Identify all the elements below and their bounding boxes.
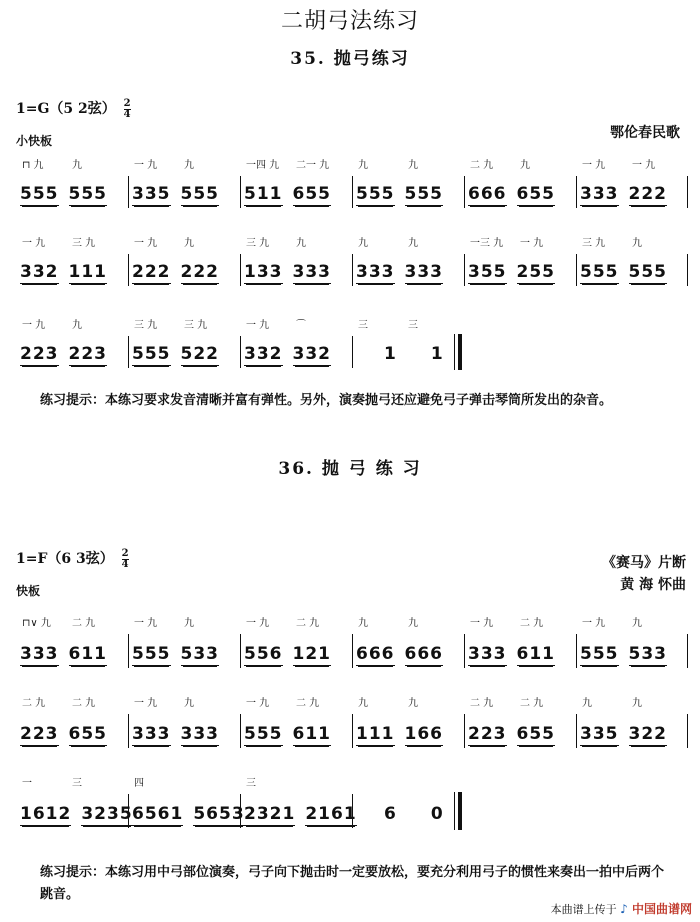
tip-label: 练习提示： [40, 865, 106, 880]
fingering-mark: 三 [246, 778, 256, 789]
note-group: 555 [132, 344, 171, 364]
measure [240, 230, 352, 288]
fingering-mark: 九 [72, 320, 82, 331]
note-group: 6 [384, 804, 397, 824]
fingering-mark: 九 [184, 238, 194, 249]
footer-upload-text: 本曲谱上传于 [550, 903, 617, 916]
measure [240, 312, 352, 370]
ex35-row-3 [16, 312, 688, 370]
final-bar-thin [454, 792, 455, 830]
note-group: 533 [628, 644, 667, 664]
note-group: 255 [516, 262, 555, 282]
note-group: 666 [356, 644, 395, 664]
fingering-mark: 九 [358, 698, 368, 709]
note-group: 333 [404, 262, 443, 282]
fingering-mark: 一 九 [582, 160, 606, 171]
measure [576, 610, 688, 670]
time-signature [124, 99, 131, 120]
page-title: 二胡弓法练习 [280, 9, 419, 34]
ex36-row-3 [16, 770, 688, 830]
measure [16, 610, 128, 670]
fingering-mark: 一 九 [134, 160, 158, 171]
measure [464, 690, 576, 750]
fingering-mark: 九 [358, 618, 368, 629]
measure [128, 152, 240, 210]
measure [464, 610, 576, 670]
note-group: 332 [292, 344, 331, 364]
note-group: 655 [516, 184, 555, 204]
measure [240, 770, 357, 830]
final-bar-thin [454, 334, 455, 370]
fingering-mark: 九 [408, 698, 418, 709]
fingering-mark: 二 九 [470, 160, 494, 171]
note-group: 556 [244, 644, 283, 664]
measure [128, 610, 240, 670]
note-group: 223 [468, 724, 507, 744]
fingering-mark: 一 九 [22, 238, 46, 249]
note-group: 6561 [132, 804, 184, 824]
measure [576, 152, 688, 210]
measure [352, 312, 464, 370]
fingering-mark: 二 九 [520, 618, 544, 629]
note-group: 333 [20, 644, 59, 664]
ex36-row-1 [16, 610, 688, 670]
measure [352, 690, 464, 750]
note-group: 655 [516, 724, 555, 744]
measure [464, 152, 576, 210]
measure [128, 690, 240, 750]
site-logo-text: 中国曲谱网 [631, 902, 692, 916]
footer [551, 900, 692, 917]
note-group: 222 [628, 184, 667, 204]
measure [16, 690, 128, 750]
measure [352, 770, 464, 830]
fingering-mark: ⌒ [296, 320, 306, 331]
fingering-mark: 一 九 [520, 238, 544, 249]
note-group: 133 [244, 262, 283, 282]
note-group: 222 [132, 262, 171, 282]
note-group: 322 [628, 724, 667, 744]
fingering-mark: 一 九 [134, 698, 158, 709]
exercise-35-key [16, 98, 131, 120]
note-group: 335 [132, 184, 171, 204]
note-group: 555 [580, 644, 619, 664]
note-group: 355 [468, 262, 507, 282]
measure [128, 770, 245, 830]
note-group: 2321 [244, 804, 296, 824]
fingering-mark: 九 [184, 618, 194, 629]
fingering-mark: 九 [72, 160, 82, 171]
note-group: 2161 [305, 804, 357, 824]
note-group: 335 [580, 724, 619, 744]
fingering-mark: 一 九 [22, 320, 46, 331]
fingering-mark: 二 九 [470, 698, 494, 709]
fingering-mark: 三 九 [134, 320, 158, 331]
ex35-row-1 [16, 152, 688, 210]
fingering-mark: 九 [408, 160, 418, 171]
exercise-36-composer: 黄 海 怀曲 [620, 577, 686, 593]
fingering-mark: 二 九 [72, 698, 96, 709]
note-group: 333 [132, 724, 171, 744]
note-group: 655 [292, 184, 331, 204]
note-group: 555 [20, 184, 59, 204]
bar-line [687, 714, 688, 748]
note-group: 1 [384, 344, 397, 364]
note-group: 655 [68, 724, 107, 744]
measure [464, 230, 576, 288]
measure [240, 152, 352, 210]
note-group: 522 [180, 344, 219, 364]
note-group: 332 [244, 344, 283, 364]
measure [352, 610, 464, 670]
fingering-mark: 一 九 [632, 160, 656, 171]
note-group: 332 [20, 262, 59, 282]
note-group: 666 [404, 644, 443, 664]
exercise-35-title: 35. 抛弓练习 [290, 49, 410, 69]
fingering-mark: 一三 九 [470, 238, 504, 249]
fingering-mark: 一 九 [246, 618, 270, 629]
fingering-mark: 九 [520, 160, 530, 171]
note-group: 333 [356, 262, 395, 282]
note-group: 166 [404, 724, 443, 744]
exercise-36-origin: 《赛马》片断 [602, 555, 686, 571]
fingering-mark: 四 [134, 778, 144, 789]
exercise-35-tempo: 小快板 [16, 134, 53, 148]
note-group: 0 [430, 804, 444, 824]
fingering-mark: 九 [358, 238, 368, 249]
note-group: 333 [580, 184, 619, 204]
note-group: 555 [180, 184, 219, 204]
measure [352, 152, 464, 210]
note-group: 611 [516, 644, 555, 664]
note-group: 333 [468, 644, 507, 664]
fingering-mark: ⊓ 九 [22, 160, 44, 171]
tip-text: 本练习要求发音清晰并富有弹性。另外，演奏抛弓还应避免弓子弹击琴筒所发出的杂音。 [105, 393, 613, 408]
fingering-mark: 九 [184, 160, 194, 171]
fingering-mark: 九 [296, 238, 306, 249]
measure [16, 312, 128, 370]
fingering-mark: 一 九 [134, 618, 158, 629]
fingering-mark: 九 [632, 618, 642, 629]
final-bar-thick [458, 334, 462, 370]
note-group: 555 [132, 644, 171, 664]
measure [576, 230, 688, 288]
key-signature: 1=F（6 3弦） [16, 551, 114, 567]
fingering-mark: 九 [408, 238, 418, 249]
fingering-mark: 二 九 [296, 618, 320, 629]
fingering-mark: 九 [184, 698, 194, 709]
key-signature: 1=G（5 2弦） [16, 101, 116, 117]
measure [240, 690, 352, 750]
fingering-mark: 一 [22, 778, 32, 789]
note-group: 111 [68, 262, 107, 282]
fingering-mark: 二一 九 [296, 160, 330, 171]
note-group: 223 [68, 344, 107, 364]
note-group: 611 [68, 644, 107, 664]
fingering-mark: 二 九 [296, 698, 320, 709]
note-group: 555 [628, 262, 667, 282]
fingering-mark: 二 九 [22, 698, 46, 709]
tip-text: 本练习用中弓部位演奏，弓子向下抛击时一定要放松，要充分利用弓子的惯性来奏出一拍中后两个跳音。 [40, 865, 665, 902]
fingering-mark: 九 [632, 238, 642, 249]
fingering-mark: 三 九 [582, 238, 606, 249]
exercise-36-title: 36. 抛 弓 练 习 [278, 459, 422, 479]
fingering-mark: 一四 九 [246, 160, 280, 171]
measure [16, 152, 128, 210]
fingering-mark: 三 九 [184, 320, 208, 331]
measure [16, 770, 133, 830]
time-signature [122, 549, 129, 570]
fingering-mark: 三 [358, 320, 368, 331]
exercise-35-tip [40, 390, 670, 412]
note-group: 333 [292, 262, 331, 282]
fingering-mark: 三 [72, 778, 82, 789]
note-group: 222 [180, 262, 219, 282]
note-group: 1612 [20, 804, 72, 824]
fingering-mark: 二 九 [72, 618, 96, 629]
ex35-row-2 [16, 230, 688, 288]
tip-label: 练习提示： [40, 393, 106, 408]
note-group: 223 [20, 724, 59, 744]
fingering-mark: 三 九 [246, 238, 270, 249]
note-group: 533 [180, 644, 219, 664]
fingering-mark: 二 九 [520, 698, 544, 709]
time-top: 2 [121, 547, 129, 559]
note-group: 555 [580, 262, 619, 282]
fingering-mark: 九 [632, 698, 642, 709]
fingering-mark: 三 九 [72, 238, 96, 249]
fingering-mark: 一 九 [582, 618, 606, 629]
note-group: 3235 [81, 804, 133, 824]
time-bottom: 4 [123, 108, 131, 120]
time-top: 2 [123, 97, 131, 109]
measure [352, 230, 464, 288]
note-group: 333 [180, 724, 219, 744]
fingering-mark: 一 九 [134, 238, 158, 249]
note-group: 111 [356, 724, 395, 744]
bar-line [687, 254, 688, 286]
note-group: 555 [244, 724, 283, 744]
note-group: 611 [292, 724, 331, 744]
measure [240, 610, 352, 670]
ex36-row-2 [16, 690, 688, 750]
note-group: 555 [404, 184, 443, 204]
measure [128, 230, 240, 288]
note-group: 121 [292, 644, 331, 664]
note-group: 555 [356, 184, 395, 204]
note-group: 1 [430, 344, 444, 364]
note-group: 223 [20, 344, 59, 364]
fingering-mark: 三 [408, 320, 418, 331]
fingering-mark: 一 九 [470, 618, 494, 629]
note-group: 555 [68, 184, 107, 204]
exercise-36-key [16, 548, 129, 570]
final-bar-thick [458, 792, 462, 830]
note-group: 5653 [193, 804, 245, 824]
bar-line [687, 176, 688, 208]
fingering-mark: 九 [358, 160, 368, 171]
note-group: 666 [468, 184, 507, 204]
fingering-mark: 九 [582, 698, 592, 709]
site-logo[interactable]: ♪ 中国曲谱网 [620, 902, 692, 916]
measure [128, 312, 240, 370]
fingering-mark: 一 九 [246, 320, 270, 331]
fingering-mark: ⊓∨ 九 [22, 618, 51, 629]
fingering-mark: 九 [408, 618, 418, 629]
measure [576, 690, 688, 750]
note-group: 511 [244, 184, 283, 204]
bar-line [687, 634, 688, 668]
time-bottom: 4 [121, 558, 129, 570]
exercise-35-origin: 鄂伦春民歌 [610, 125, 680, 141]
fingering-mark: 一 九 [246, 698, 270, 709]
exercise-36-tempo: 快板 [16, 584, 41, 598]
measure [16, 230, 128, 288]
